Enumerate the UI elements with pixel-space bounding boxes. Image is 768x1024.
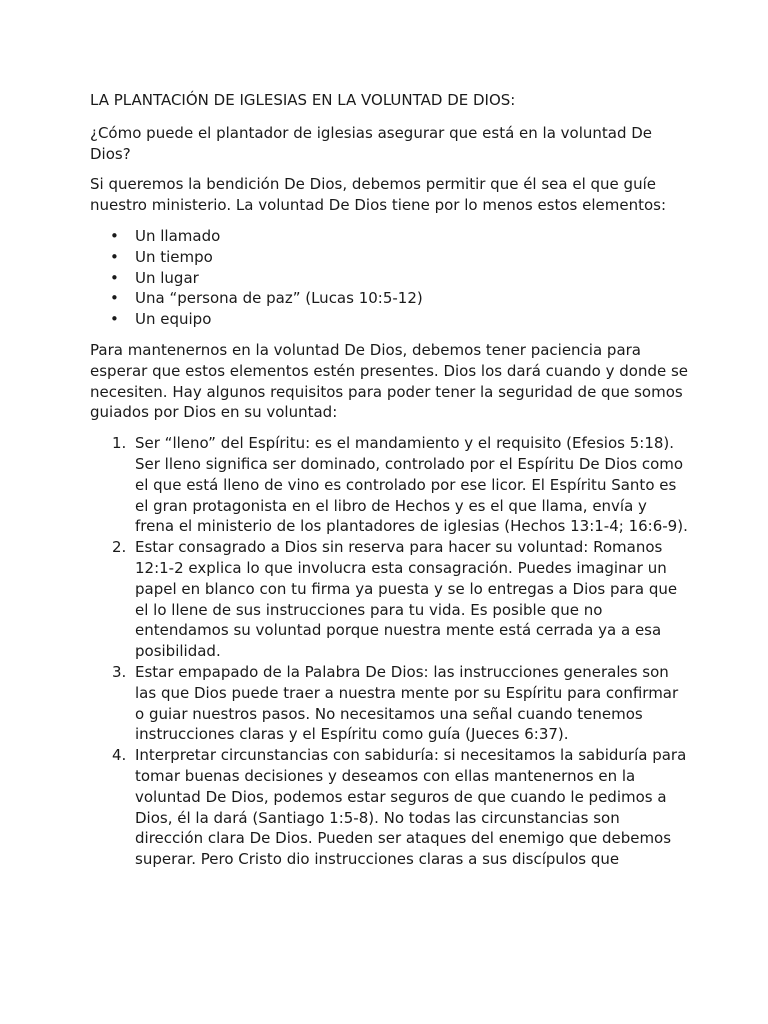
- bullet-icon: •: [110, 268, 119, 287]
- item-number: 4.: [112, 746, 127, 765]
- item-number: 3.: [112, 662, 127, 681]
- bullet-text: Un tiempo: [135, 247, 213, 266]
- numbered-item: [90, 745, 690, 870]
- item-number: 2.: [112, 538, 127, 557]
- bullet-text: Un equipo: [135, 310, 212, 329]
- numbered-item: [90, 433, 690, 537]
- item-text: Estar empapado de la Palabra De Dios: las instrucciones generales son las que Dios puede traer a nuestra mente por su Espíritu para confirmar o guiar nuestros pasos. No necesitamos una señal cuando tenemos instrucciones claras y el Espíritu como guía (Jueces 6:37).: [135, 662, 679, 744]
- numbered-item: [90, 537, 690, 662]
- bullet-text: Un llamado: [135, 226, 221, 245]
- intro-paragraph: Si queremos la bendición De Dios, debemos permitir que él sea el que guíe nuestro ministerio. La voluntad De Dios tiene por lo menos estos elementos:: [90, 175, 667, 215]
- bullet-item: [90, 226, 690, 247]
- document-title: LA PLANTACIÓN DE IGLESIAS EN LA VOLUNTAD DE DIOS:: [90, 91, 516, 109]
- numbered-item: [90, 662, 690, 745]
- bullet-icon: •: [110, 226, 119, 245]
- bullet-text: Un lugar: [135, 268, 199, 287]
- item-text: Ser “lleno” del Espíritu: es el mandamiento y el requisito (Efesios 5:18). Ser lleno significa ser dominado, controlado por el Espíritu De Dios como el que está lleno de vino es controlado por ese licor. El Espíritu Santo es el gran protagonista en el libro de Hechos y es el que llama, envía y frena el ministerio de los plantadores de iglesias (Hechos 13:1-4; 16:6-9).: [135, 434, 688, 536]
- bullet-item: [90, 268, 690, 289]
- bullet-icon: •: [110, 247, 119, 266]
- question-paragraph: ¿Cómo puede el plantador de iglesias asegurar que está en la voluntad De Dios?: [90, 123, 653, 163]
- requirements-numbered-list: [90, 433, 690, 870]
- item-text: Estar consagrado a Dios sin reserva para hacer su voluntad: Romanos 12:1-2 explica lo que involucra esta consagración. Puedes imaginar un papel en blanco con tu firma ya puesta y se lo entregas a Dios para que el lo llene de sus instrucciones para tu vida. Es posible que no entendamos su voluntad porque nuestra mente está cerrada ya a esa posibilidad.: [135, 538, 678, 661]
- item-number: 1.: [112, 434, 127, 453]
- bullet-icon: •: [110, 289, 119, 308]
- bullet-item: [90, 247, 690, 268]
- bullet-item: [90, 288, 690, 309]
- document-page: [90, 90, 690, 870]
- bullet-icon: •: [110, 310, 119, 329]
- item-text: Interpretar circunstancias con sabiduría: si necesitamos la sabiduría para tomar buenas decisiones y deseamos con ellas mantenernos en la voluntad De Dios, podemos estar seguros de que cuando le pedimos a Dios, él la dará (Santiago 1:5-8). No todas las circunstancias son dirección clara De Dios. Pueden ser ataques del enemigo que debemos superar. Pero Cristo dio instrucciones claras a sus discípulos que: [135, 746, 687, 869]
- bullet-item: [90, 309, 690, 330]
- requirements-paragraph: Para mantenernos en la voluntad De Dios, debemos tener paciencia para esperar que estos elementos estén presentes. Dios los dará cuando y donde se necesiten. Hay algunos requisitos para poder tener la seguridad de que somos guiados por Dios en su voluntad:: [90, 340, 689, 422]
- bullet-text: Una “persona de paz” (Lucas 10:5-12): [135, 289, 423, 308]
- elements-bullet-list: [90, 226, 690, 330]
